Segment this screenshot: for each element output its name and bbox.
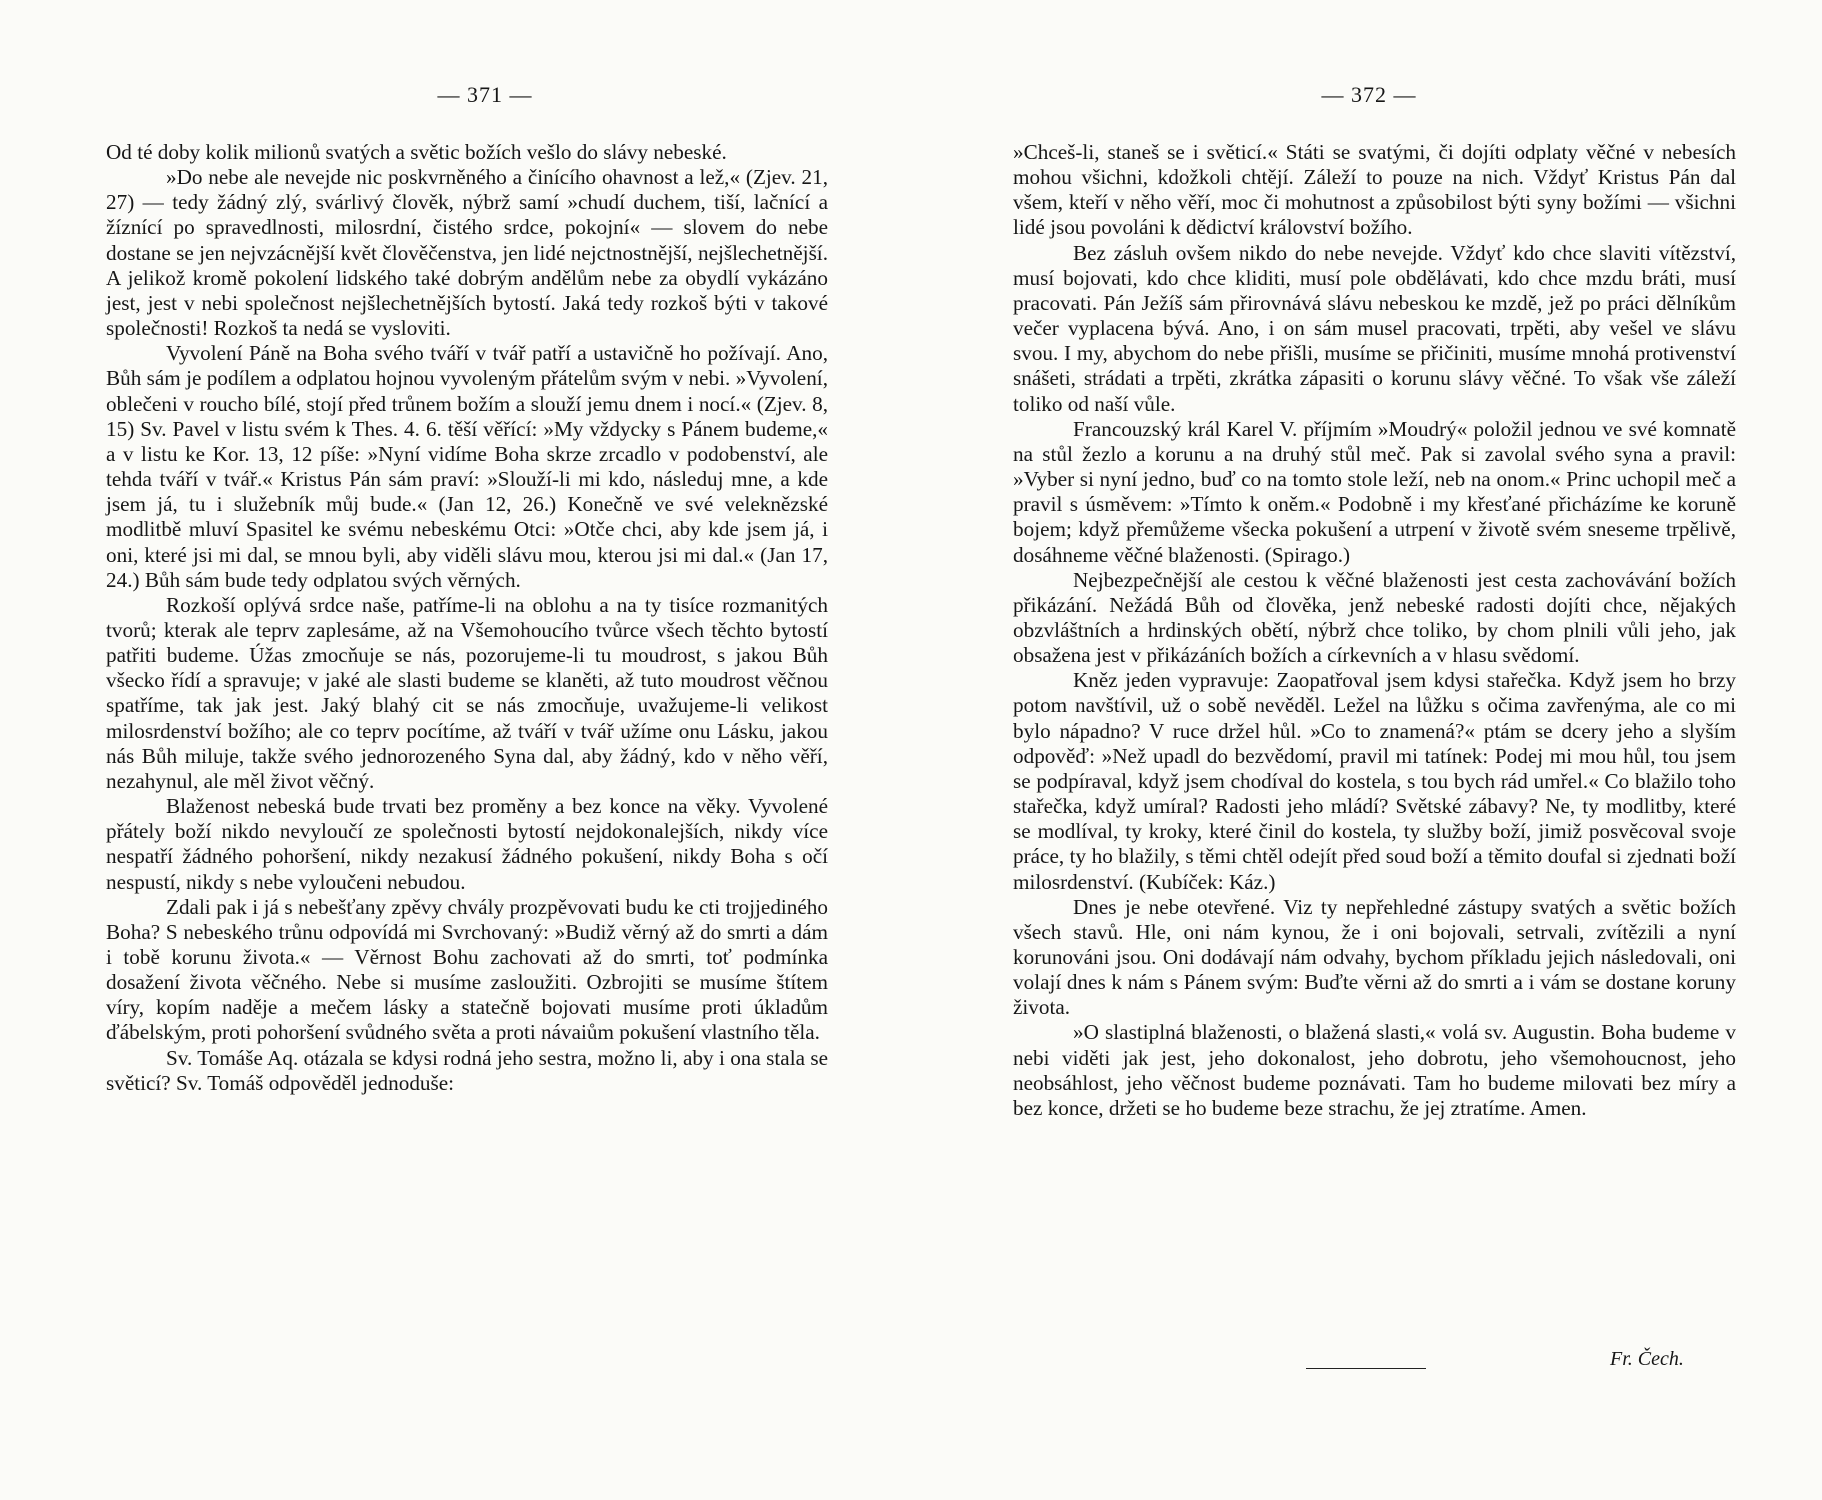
paragraph: Nejbezpečnější ale cestou k věčné blaženosti jest cesta zachovávání božích přikázání. Nežádá Bůh od člověka, jenž nebeské radosti dojíti chce, nějakých obzvláštních a hrdinských obětí, nýbrž chce toliko, by chom plnili vůli jeho, jak obsažena jest v přikázáních božích a církevních a v hlasu svědomí. <box>1013 567 1736 668</box>
paragraph: »Chceš-li, staneš se i světicí.« Státi se svatými, či dojíti odplaty věčné v nebesích mohou všichni, kdožkoli chtějí. Záleží to pouze na nich. Vždyť Kristus Pán dal všem, kteří v něho věří, moc či mohutnost a způsobilost býti syny božími — všichni lidé jsou povoláni k dědictví království božího. <box>1013 140 1736 240</box>
paragraph: Francouzský král Karel V. příjmím »Moudrý« položil jednou ve své komnatě na stůl žezlo a korunu a na druhý stůl meč. Pak si zavolal svého syna a pravil: »Vyber si nyní jedno, buď co na tomto stole leží, neb na onom.« Princ uchopil meč a pravil s úsměvem: »Tímto k oněm.« Podobně i my křesťané přicházíme ke koruně bojem; když přemůžeme všecka pokušení a utrpení v životě svém sneseme trpělivě, dosáhneme věčné blaženosti. (Spirago.) <box>1013 416 1736 567</box>
page-text <box>106 140 828 1096</box>
paragraph: Od té doby kolik milionů svatých a světic božích vešlo do slávy nebeské. <box>106 140 727 164</box>
paragraph: Rozkoší oplývá srdce naše, patříme-li na oblohu a na ty tisíce rozmanitých tvorů; kterak ale teprv zaplesáme, až na Všemohoucího tvůrce všech těchto bytostí patřiti budeme. Úžas zmocňuje se nás, pozorujeme-li tu moudrost, s jakou Bůh všecko řídí a spravuje; v jaké ale slasti budeme se klaněti, až tuto moudrost věčnou spatříme, tak jak jest. Jaký blahý cit se nás zmocňuje, uvažujeme-li velikost milosrdenství božího; ale co teprv pocítíme, až tváří v tvář užíme onu Lásku, jakou nás Bůh miluje, takže svého jednorozeného Syna dal, aby žádný, kdo v něho věří, nezahynul, ale měl život věčný. <box>106 592 828 793</box>
page-text <box>1013 140 1736 1121</box>
paragraph: Blaženost nebeská bude trvati bez proměny a bez konce na věky. Vyvolené přátely boží nikdo nevyloučí ze společnosti bytostí nejdokonalejších, nikdy více nespatří žádného pohoršení, nikdy nezakusí žádného pokušení, nikdy Boha s očí nespustí, nikdy s nebe vyloučeni nebudou. <box>106 794 828 894</box>
paragraph: Bez zásluh ovšem nikdo do nebe nevejde. Vždyť kdo chce slaviti vítězství, musí bojovati, kdo chce kliditi, musí pole obdělávati, kdo chce mzdu bráti, musí pracovati. Pán Ježíš sám přirovnává slávu nebeskou ke mzdě, jež po práci dělníkům večer vyplacena bývá. Ano, i on sám musel pracovati, trpěti, aby vešel ve slávu svou. I my, abychom do nebe přišli, musíme se přičiniti, musíme mnohá protivenství snášeti, strádati a trpěti, zkrátka zápasiti o korunu slávy věčné. To však vše záleží toliko od naší vůle. <box>1013 240 1736 416</box>
section-divider <box>1306 1368 1426 1369</box>
right-page <box>911 0 1822 1500</box>
page-number: — 372 — <box>1321 82 1417 107</box>
paragraph: Kněz jeden vypravuje: Zaopatřoval jsem kdysi stařečka. Když jsem ho brzy potom navštívil, už o sobě nevěděl. Ležel na lůžku s očima zavřenýma, ale co mi bylo nápadno? V ruce držel hůl. »Co to znamená?« ptám se dcery jeho a slyším odpověď: »Než upadl do bezvědomí, pravil mi tatínek: Podej mi mou hůl, tou jsem se podpíraval, když jsem chodíval do kostela, s tou bych rád umřel.« Co blažilo toho stařečka, když umíral? Radosti jeho mládí? Světské zábavy? Ne, ty modlitby, které se modlíval, ty kroky, které činil do kostela, ty služby boží, jimiž posvěcoval svoje práce, ty ho blažily, s těmi chtěl odejít před soud boží a těmito doufal si zjednati boží milosrdenství. (Kubíček: Káz.) <box>1013 668 1736 894</box>
paragraph: »Do nebe ale nevejde nic poskvrněného a činícího ohavnost a lež,« (Zjev. 21, 27) — tedy žádný zlý, svárlivý člověk, nýbrž samí »chudí duchem, tiší, lačnící a žíznící po spravedlnosti, milosrdní, čistého srdce, pokojní« — slovem do nebe dostane se jen nejvzácnější květ člověčenstva, jen lidé nejctnostnější, nejšlechetnější. A jelikož kromě pokolení lidského také dobrým andělům nebe za obydlí vykázáno jest, jest v nebi společnost nejšlechetnějších bytostí. Jaká tedy rozkoš býti v takové společnosti! Rozkoš ta nedá se vysloviti. <box>106 165 828 341</box>
paragraph: Dnes je nebe otevřené. Viz ty nepřehledné zástupy svatých a světic božích všech stavů. Hle, oni nám kynou, že i oni bojovali, setrvali, zvítězili a nyní korunováni jsou. Oni dodávají nám odvahy, bychom příkladu jejich následovali, oni volají dnes k nám s Pánem svým: Buďte věrni až do smrti a i vám se dostane koruny života. <box>1013 894 1736 1020</box>
paragraph: Zdali pak i já s nebešťany zpěvy chvály prozpěvovati budu ke cti trojjediného Boha? S nebeského trůnu odpovídá mi Svrchovaný: »Budiž věrný až do smrti a dám i tobě korunu života.« — Věrnost Bohu zachovati až do smrti, toť podmínka dosažení života věčného. Nebe si musíme zasloužiti. Ozbrojiti se musíme štítem víry, kopím naděje a mečem lásky a statečně bojovati musíme proti úkladům ďábelským, proti pohoršení svůdného světa a proti návaiům pokušení vlastního těla. <box>106 894 828 1045</box>
paragraph: »O slastiplná blaženosti, o blažená slasti,« volá sv. Augustin. Boha budeme v nebi viděti jak jest, jeho dokonalost, jeho dobrotu, jeho všemohoucnost, jeho neobsáhlost, jeho věčnost budeme poznávati. Tam ho budeme milovati bez míry a bez konce, držeti se ho budeme beze strachu, že jej ztratíme. Amen. <box>1013 1020 1736 1120</box>
author-signature: Fr. Čech. <box>1610 1348 1684 1370</box>
page-number: — 371 — <box>437 82 533 107</box>
paragraph: Vyvolení Páně na Boha svého tváří v tvář patří a ustavičně ho požívají. Ano, Bůh sám je podílem a odplatou hojnou vyvoleným přátelům svým v nebi. »Vyvolení, oblečeni v roucho bílé, stojí před trůnem božím a slouží jemu dnem i nocí.« (Zjev. 8, 15) Sv. Pavel v listu svém k Thes. 4. 6. těší věřící: »My vždycky s Pánem budeme,« a v listu ke Kor. 13, 12 píše: »Nyní vidíme Boha skrze zrcadlo v podobenství, ale tehda tváří v tvář.« Kristus Pán sám praví: »Slouží-li mi kdo, následuj mne, a kde jsem já, tu i služebník můj bude.« (Jan 12, 26.) Konečně ve své veleknězské modlitbě mluví Spasitel ke svému nebeskému Otci: »Otče chci, aby kde jsem já, i oni, které jsi mi dal, se mnou byli, aby viděli slávu mou, kterou jsi mi dal.« (Jan 17, 24.) Bůh sám bude tedy odplatou svých věrných. <box>106 341 828 592</box>
paragraph: Sv. Tomáše Aq. otázala se kdysi rodná jeho sestra, možno li, aby i ona stala se světicí? Sv. Tomáš odpověděl jednoduše: <box>106 1045 828 1095</box>
